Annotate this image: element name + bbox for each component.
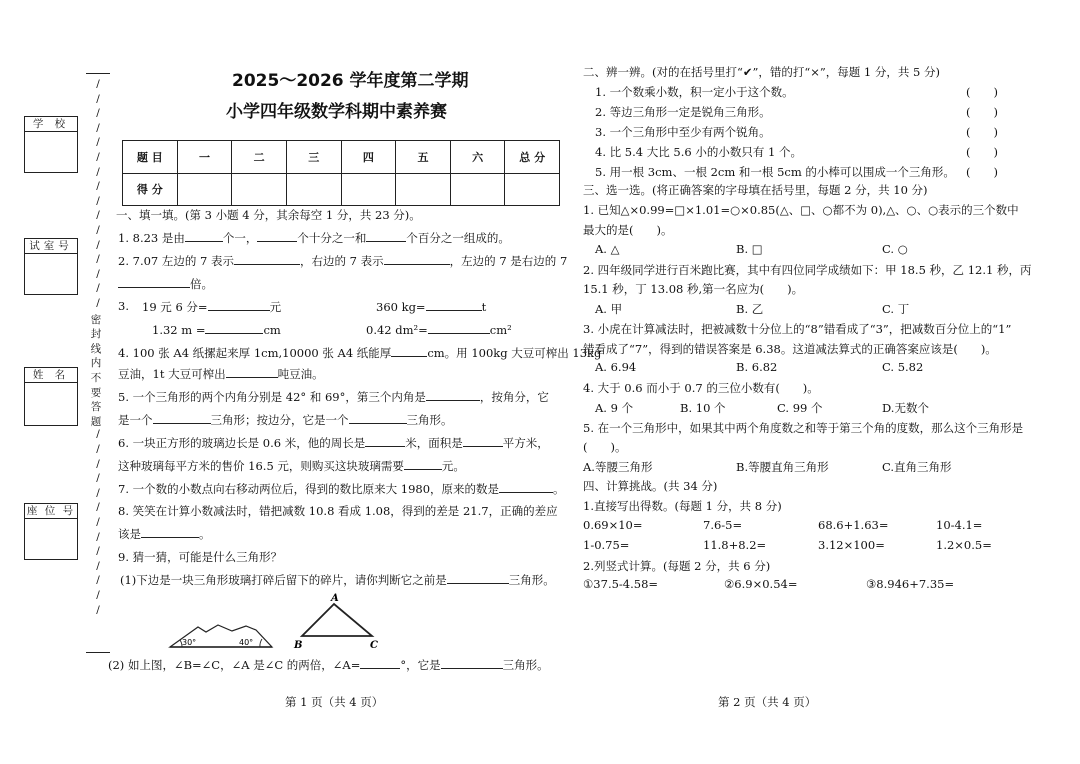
question-3c: [152, 322, 281, 337]
answer-blank[interactable]: [441, 657, 503, 669]
choice-4-opt-c[interactable]: C. 99 个: [777, 401, 823, 415]
choice-2-line1: 2. 四年级同学进行百米跑比赛，其中有四位同学成绩如下：甲 18.5 秒，乙 12.1 秒，丙: [583, 263, 1032, 277]
answer-blank[interactable]: [153, 412, 211, 424]
score-header-cell: 四: [341, 141, 396, 174]
judge-answer-bracket[interactable]: ( ): [966, 85, 998, 99]
q5-text: 是一个: [118, 413, 153, 427]
seat-box: [24, 518, 78, 560]
q7-text: 7. 一个数的小数点向右移动两位后，得到的数比原来大 1980，原来的数是: [118, 482, 500, 496]
score-table-header-row: [123, 141, 560, 174]
seal-line-char: 要: [90, 386, 102, 399]
answer-blank[interactable]: [365, 435, 405, 447]
score-header-cell: 三: [286, 141, 341, 174]
calc-item: 10-4.1=: [936, 518, 983, 532]
q9-text: °，它是: [400, 658, 441, 672]
q3-unit: t: [481, 300, 487, 314]
q5-text: ，按角分，它: [479, 390, 549, 404]
seal-line-char: /: [96, 443, 100, 455]
question-7: [118, 481, 565, 497]
q2-text: ，左边的 7 是右边的 7: [449, 254, 568, 268]
seal-line-char: /: [96, 224, 100, 236]
score-table-score-row: [123, 173, 560, 206]
calc-item: ②6.9×0.54=: [724, 577, 798, 591]
q6-text: 平方米，: [502, 436, 549, 450]
name-box: [24, 382, 78, 426]
exam-room-label: 试室号: [24, 238, 78, 254]
q3-unit: cm: [263, 323, 281, 337]
seal-line-char: /: [96, 603, 100, 616]
score-header-cell: 总 分: [505, 141, 560, 174]
q6-text: 这种玻璃每平方米的售价 16.5 元，则购买这块玻璃需要: [118, 459, 404, 473]
answer-blank[interactable]: [360, 657, 400, 669]
calc1-heading: 1.直接写出得数。(每题 1 分，共 8 分): [583, 499, 782, 513]
answer-blank[interactable]: [426, 299, 482, 311]
calc-item: 3.12×100=: [818, 538, 885, 552]
q4-text: 4. 100 张 A4 纸摞起来厚 1cm,10000 张 A4 纸能厚: [118, 346, 392, 360]
q2-text: 倍。: [190, 277, 213, 291]
q4-text: 豆油，1t 大豆可榨出: [118, 367, 226, 381]
seal-line-char: /: [96, 238, 100, 251]
choice-5-line2: ( )。: [583, 440, 627, 454]
q6-text: 元。: [441, 459, 465, 473]
score-row-label: 得 分: [123, 173, 178, 206]
question-2: [118, 253, 567, 269]
choice-1-opt-b[interactable]: B. □: [736, 242, 763, 256]
q1-text: 个一，: [222, 231, 258, 245]
score-header-cell: 六: [450, 141, 505, 174]
q3-text: 360 kg=: [376, 300, 426, 314]
answer-blank[interactable]: [205, 322, 263, 334]
q2-text: ，右边的 7 表示: [300, 254, 384, 268]
q3-unit: cm²: [489, 323, 512, 337]
question-9: 9. 猜一猜，可能是什么三角形？: [118, 550, 283, 564]
answer-blank[interactable]: [447, 572, 509, 584]
title-line2: 小学四年级数学科期中素养赛: [226, 102, 447, 122]
seal-line-char: /: [96, 501, 100, 514]
choice-1-opt-a[interactable]: A. △: [595, 242, 620, 256]
page-footer-left: 第 1 页（共 4 页）: [285, 695, 384, 709]
answer-blank[interactable]: [226, 366, 278, 378]
seal-line-char: 内: [90, 357, 102, 370]
answer-blank[interactable]: [118, 276, 190, 288]
question-6-cont: [118, 458, 465, 474]
q8-text: 该是: [118, 527, 141, 541]
score-cell[interactable]: [505, 173, 560, 206]
choice-3-opt-a[interactable]: A. 6.94: [595, 360, 637, 374]
q7-text: 。: [553, 482, 565, 496]
q4-text: 吨豆油。: [277, 367, 324, 381]
seal-line-char: 线: [90, 342, 102, 355]
vertex-label-b: B: [294, 640, 303, 651]
vertex-label-a: A: [331, 593, 339, 604]
seal-line-char: /: [96, 121, 100, 134]
q2-text: 2. 7.07 左边的 7 表示: [118, 254, 235, 268]
isosceles-triangle-figure: [290, 590, 386, 652]
choice-1-opt-c[interactable]: C. ○: [882, 242, 908, 256]
seal-line-char: /: [96, 253, 100, 266]
section1-heading: 一、填一填。(第 3 小题 4 分，其余每空 1 分，共 23 分)。: [116, 208, 421, 222]
q9-text: 三角形。: [508, 573, 555, 587]
binding-bottom-line: [86, 652, 110, 653]
seal-line-char: /: [96, 136, 100, 149]
answer-blank[interactable]: [366, 230, 406, 242]
choice-1-line1: 1. 已知△×0.99=□×1.01=○×0.85(△、□、○都不为 0),△、○、○表示的三个数中: [583, 203, 1019, 217]
question-4: [118, 345, 601, 361]
seal-line-char: 答: [90, 401, 102, 414]
school-box: [24, 131, 78, 173]
q5-text: 三角形。: [406, 413, 453, 427]
q5-text: 5. 一个三角形的两个内角分别是 42° 和 69°，第三个内角是: [118, 390, 426, 404]
choice-4-opt-a[interactable]: A. 9 个: [595, 401, 634, 415]
score-header-cell: 一: [177, 141, 232, 174]
answer-blank[interactable]: [384, 253, 450, 265]
question-6: [118, 435, 549, 451]
judge-answer-bracket[interactable]: ( ): [966, 145, 998, 159]
score-cell[interactable]: [177, 173, 232, 206]
q3-text: 19 元 6 分=: [142, 300, 208, 314]
title-line1: 2025～2026 学年度第二学期: [232, 71, 469, 91]
q1-text: 个十分之一和: [297, 231, 367, 245]
judge-answer-bracket[interactable]: ( ): [966, 125, 998, 139]
choice-4-opt-b[interactable]: B. 10 个: [680, 401, 726, 415]
seal-line-char: /: [96, 559, 100, 572]
calc-item: 1-0.75=: [583, 538, 630, 552]
choice-5-opt-b[interactable]: B.等腰直角三角形: [736, 460, 829, 474]
seal-line-char: /: [96, 486, 100, 499]
choice-2-line2: 15.1 秒，丁 13.08 秒,第一名应为( )。: [583, 282, 804, 296]
answer-blank[interactable]: [141, 526, 199, 538]
answer-blank[interactable]: [404, 458, 442, 470]
seal-line-char: /: [96, 516, 100, 528]
question-3a: [142, 299, 281, 315]
question-1: [118, 230, 510, 246]
seal-line-char: /: [96, 472, 100, 485]
page-footer-right: 第 2 页（共 4 页）: [718, 695, 817, 709]
answer-blank[interactable]: [185, 230, 223, 242]
exam-room-box: [24, 253, 78, 295]
question-5-cont: [118, 412, 453, 428]
answer-blank[interactable]: [257, 230, 297, 242]
calc-item: 68.6+1.63=: [818, 518, 889, 532]
broken-triangle-figure: [160, 605, 280, 651]
q1-text: 1. 8.23 是由: [118, 231, 185, 245]
judge-item-text: 3. 一个三角形中至少有两个锐角。: [595, 125, 771, 139]
judge-answer-bracket[interactable]: ( ): [966, 165, 998, 179]
question-8: 8. 笑笑在计算小数减法时，错把减数 10.8 看成 1.08，得到的差是 21.7，正确的差应: [118, 504, 558, 518]
judge-item-text: 5. 用一根 3cm、一根 2cm 和一根 5cm 的小棒可以围成一个三角形。: [595, 165, 955, 179]
choice-5-opt-c[interactable]: C.直角三角形: [882, 460, 952, 474]
q3-text: 0.42 dm²=: [366, 323, 428, 337]
question-5: [118, 389, 549, 405]
judge-item-text: 1. 一个数乘小数，积一定小于这个数。: [595, 85, 794, 99]
seal-line-char: /: [96, 78, 100, 90]
question-9-2: [108, 657, 549, 673]
choice-5-line1: 5. 在一个三角形中，如果其中两个角度数之和等于第三个角的度数，那么这个三角形是: [583, 421, 1024, 435]
seal-line-char: /: [96, 209, 100, 222]
score-cell[interactable]: [286, 173, 341, 206]
choice-3-line1: 3. 小虎在计算减法时，把被减数十分位上的“8”错看成了“3”，把减数百分位上的“1”: [583, 322, 1012, 336]
score-header-cell: 五: [396, 141, 451, 174]
calc-item: ①37.5-4.58=: [583, 577, 659, 591]
choice-2-opt-a[interactable]: A. 甲: [595, 302, 623, 316]
q4-text: cm。用 100kg 大豆可榨出 13kg: [427, 346, 602, 360]
score-cell[interactable]: [341, 173, 396, 206]
calc-item: 11.8+8.2=: [703, 538, 767, 552]
section4-heading: 四、计算挑战。(共 34 分): [583, 479, 718, 493]
angle-label: 40°: [239, 638, 254, 647]
vertex-label-c: C: [370, 640, 378, 651]
seal-line-char: /: [96, 151, 100, 163]
angle-arc: [260, 639, 262, 647]
seal-line-char: /: [96, 530, 100, 543]
choice-2-opt-c[interactable]: C. 丁: [882, 302, 910, 316]
score-header-cell: 题 目: [123, 141, 178, 174]
seal-line-char: /: [96, 545, 100, 558]
seal-line-char: /: [96, 574, 100, 587]
seal-line-char: 题: [90, 415, 102, 428]
binding-top-line: [86, 73, 110, 74]
answer-blank[interactable]: [426, 389, 480, 401]
question-4-cont: [118, 366, 324, 382]
seal-line-char: /: [96, 92, 100, 105]
choice-4-opt-d[interactable]: D.无数个: [882, 401, 929, 415]
calc-item: 7.6-5=: [703, 518, 743, 532]
score-table: [122, 140, 560, 206]
seal-line-char: /: [96, 589, 100, 601]
q9-text: 三角形。: [502, 658, 549, 672]
calc-item: 0.69×10=: [583, 518, 643, 532]
choice-3-opt-c[interactable]: C. 5.82: [882, 360, 924, 374]
answer-blank[interactable]: [391, 345, 427, 357]
answer-blank[interactable]: [428, 322, 490, 334]
seal-line-char: 密: [90, 313, 102, 326]
seal-line-char: /: [96, 267, 100, 280]
score-header-cell: 二: [232, 141, 287, 174]
q9-text: (2) 如上图，∠B=∠C，∠A 是∠C 的两倍，∠A=: [108, 658, 361, 672]
school-label: 学 校: [24, 116, 78, 132]
seat-label: 座 位 号: [24, 503, 78, 519]
q3-text: 1.32 m =: [152, 323, 206, 337]
question-3d: [366, 322, 512, 337]
seal-line-char: /: [96, 194, 100, 207]
question-3-num: 3.: [118, 299, 129, 313]
seal-line-char: 不: [90, 372, 102, 384]
judge-answer-bracket[interactable]: ( ): [966, 105, 998, 119]
answer-blank[interactable]: [208, 299, 270, 311]
judge-item-text: 4. 比 5.4 大比 5.6 小的小数只有 1 个。: [595, 145, 802, 159]
answer-blank[interactable]: [499, 481, 553, 493]
angle-label: 30°: [182, 638, 197, 647]
q8-text: 。: [199, 527, 211, 541]
seal-line-char: 封: [90, 328, 102, 341]
seal-line-char: /: [96, 457, 100, 470]
name-label: 姓 名: [24, 367, 78, 383]
calc-item: 1.2×0.5=: [936, 538, 992, 552]
judge-item-text: 2. 等边三角形一定是锐角三角形。: [595, 105, 771, 119]
question-2-cont: [118, 276, 213, 292]
q9-text: (1)下边是一块三角形玻璃打碎后留下的碎片，请你判断它之前是: [120, 573, 447, 587]
question-9-1: [120, 572, 555, 588]
answer-blank[interactable]: [463, 435, 503, 447]
seal-line-char: /: [96, 107, 100, 120]
q3-unit: 元: [269, 300, 282, 314]
calc-item: ③8.946+7.35=: [866, 577, 955, 591]
section2-heading: 二、辨一辨。(对的在括号里打“✔”，错的打“×”，每题 1 分，共 5 分): [583, 65, 941, 79]
q6-text: 6. 一块正方形的玻璃边长是 0.6 米，他的周长是: [118, 436, 366, 450]
question-3b: [376, 299, 486, 314]
choice-4-line1: 4. 大于 0.6 而小于 0.7 的三位小数有( )。: [583, 381, 819, 395]
answer-blank[interactable]: [349, 412, 407, 424]
choice-3-opt-b[interactable]: B. 6.82: [736, 360, 778, 374]
choice-1-line2: 最大的是( )。: [583, 223, 673, 237]
choice-5-opt-a[interactable]: A.等腰三角形: [583, 460, 653, 474]
answer-blank[interactable]: [234, 253, 300, 265]
seal-line-char: /: [96, 282, 100, 295]
question-8-cont: [118, 526, 211, 542]
choice-3-line2: 错看成了“7”，得到的错误答案是 6.38。这道减法算式的正确答案应该是( )。: [583, 342, 997, 356]
seal-line-char: /: [96, 180, 100, 193]
score-cell[interactable]: [232, 173, 287, 206]
choice-2-opt-b[interactable]: B. 乙: [736, 302, 764, 316]
seal-line-char: /: [96, 297, 100, 309]
calc2-heading: 2.列竖式计算。(每题 2 分，共 6 分): [583, 559, 771, 573]
q5-text: 三角形；按边分，它是一个: [210, 413, 349, 427]
seal-line-char: /: [96, 165, 100, 178]
seal-line-char: /: [96, 428, 100, 441]
triangle-abc: [302, 604, 372, 636]
q1-text: 个百分之一组成的。: [406, 231, 510, 245]
score-cell[interactable]: [396, 173, 451, 206]
score-cell[interactable]: [450, 173, 505, 206]
q6-text: 米，面积是: [405, 436, 463, 450]
section3-heading: 三、选一选。(将正确答案的字母填在括号里，每题 2 分，共 10 分): [583, 183, 928, 197]
